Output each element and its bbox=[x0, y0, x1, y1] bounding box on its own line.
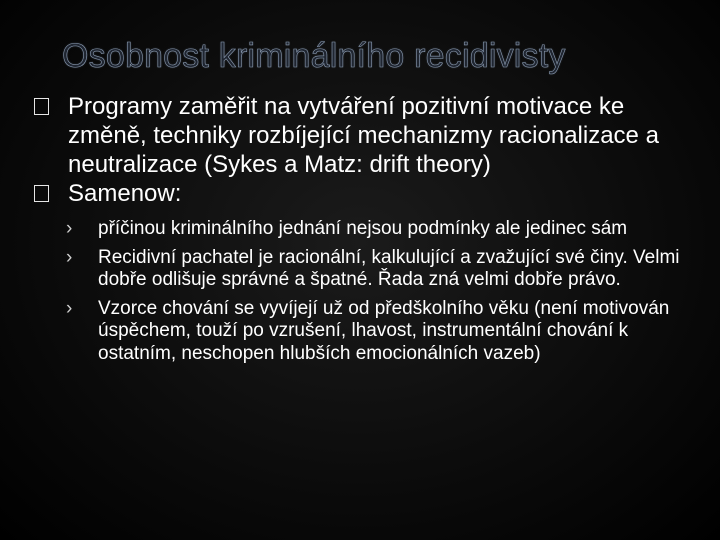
slide-content bbox=[34, 92, 696, 371]
bullet-item bbox=[34, 92, 696, 179]
hollow-square-icon bbox=[34, 98, 49, 115]
bullet-text: Samenow: bbox=[68, 180, 182, 207]
chevron-right-icon: › bbox=[66, 297, 73, 319]
bullet-item bbox=[34, 179, 696, 208]
bullet-text: Programy zaměřit na vytváření pozitivní motivace ke změně, techniky rozbíjející mechanizmy racionalizace a neutralizace (Sykes a Matz: drift theory) bbox=[68, 93, 659, 178]
sub-bullet-item bbox=[66, 298, 696, 366]
hollow-square-icon bbox=[34, 185, 49, 202]
sub-bullet-list bbox=[34, 218, 696, 365]
chevron-right-icon: › bbox=[66, 218, 73, 239]
sub-bullet-text: Vzorce chování se vyvíjejí už od předškolního věku (není motivován úspěchem, touží po vzrušení, lhavost, instrumentální chování k ostatním, neschopen hlubších emocionálních vazeb) bbox=[98, 297, 670, 364]
chevron-right-icon: › bbox=[66, 246, 73, 268]
sub-bullet-item bbox=[66, 247, 696, 292]
sub-bullet-text: Recidivní pachatel je racionální, kalkulující a zvažující své činy. Velmi dobře odlišuje správné a špatné. Řada zná velmi dobře právo. bbox=[98, 246, 680, 290]
sub-bullet-item bbox=[66, 218, 696, 241]
sub-bullet-text: příčinou kriminálního jednání nejsou podmínky ale jedinec sám bbox=[98, 218, 628, 239]
slide-title: Osobnost kriminálního recidivisty bbox=[62, 37, 566, 75]
